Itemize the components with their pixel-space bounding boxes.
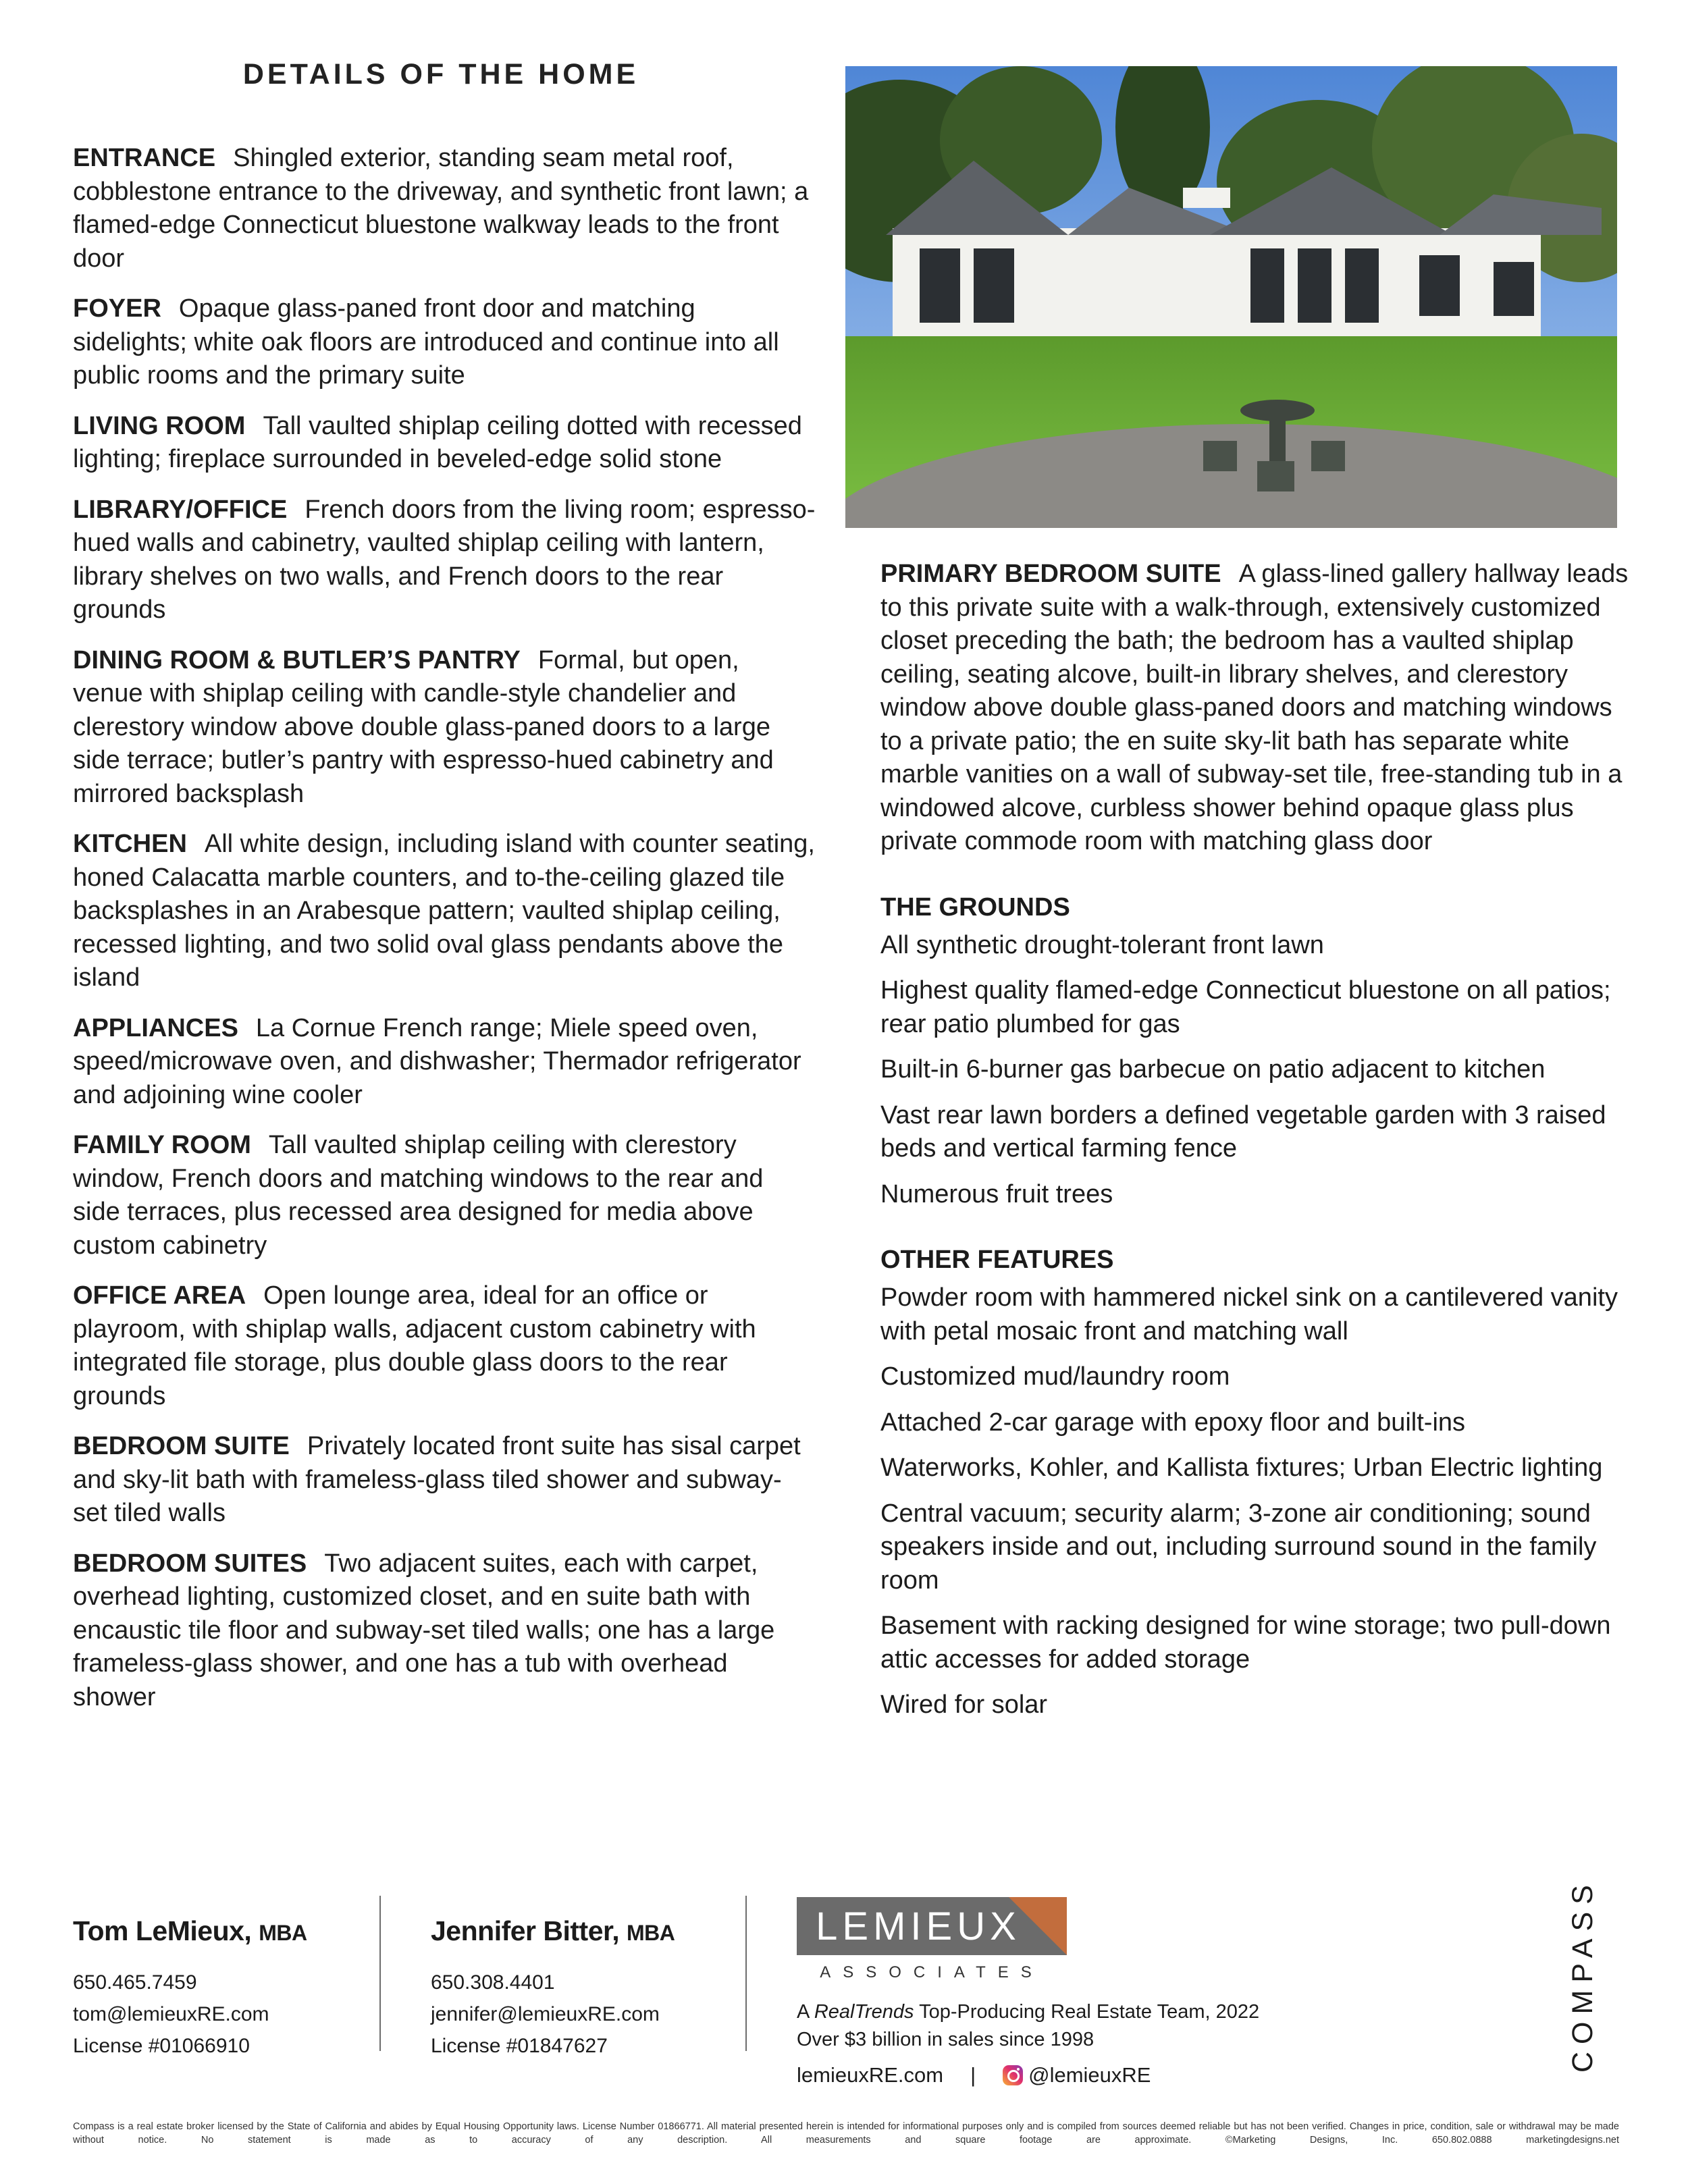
section-heading: ENTRANCE <box>73 144 216 172</box>
feature-item: Powder room with hammered nickel sink on a cantilevered vanity with petal mosaic front and matching wall <box>880 1283 1618 1346</box>
section-heading: APPLIANCES <box>73 1013 238 1042</box>
tagline-prefix: A <box>797 2001 814 2023</box>
section-foyer <box>73 292 816 393</box>
section-body: Two adjacent suites, each with carpet, overhead lighting, customized closet, and en suite bath with encaustic tile floor and subway-set tiled walls; one has a large frameless-glass shower, and one has a tub with overhead shower <box>73 1549 775 1711</box>
agent-name-text: Jennifer Bitter, <box>431 1915 620 1946</box>
section-living-room <box>73 410 816 477</box>
section-library-office <box>73 494 816 627</box>
grounds-item: All synthetic drought-tolerant front lawn <box>880 930 1324 959</box>
section-heading: PRIMARY BEDROOM SUITE <box>880 560 1221 588</box>
legal-disclaimer: Compass is a real estate broker licensed by the State of California and abides by Equal Housing Opportunity laws. License Number 01866771. All material presented herein is intended for informational purposes only and is compiled from sources deemed reliable but has not been verified. Changes in price, condition, sale or withdrawal may be made without notice. No statement is made as to accuracy of any description. All measurements and square footage are approximate. ©Marketing Designs, Inc. 650.802.0888 marketingdesigns.net <box>73 2121 1619 2146</box>
section-heading: FOYER <box>73 294 161 323</box>
logo-accent <box>1009 1897 1067 1955</box>
instagram-handle[interactable]: @lemieuxRE <box>1028 2063 1151 2087</box>
feature-item: Customized mud/laundry room <box>880 1362 1230 1391</box>
agent-credential: MBA <box>627 1921 675 1945</box>
section-body: La Cornue French range; Miele speed oven, speed/microwave oven, and dishwasher; Thermador refrigerator and adjoining wine cooler <box>73 1013 801 1109</box>
section-body: A glass-lined gallery hallway leads to this private suite with a walk-through, extensively customized closet preceding the bath; the bedroom has a vaulted shiplap ceiling, seating alcove, built-in library shelves, and clerestory window above double glass-paned doors and matching windows to a private patio; the en suite sky-lit bath has separate white marble vanities on a wall of subway-set tile, free-standing tub in a windowed alcove, curbless shower behind opaque glass plus private commode room with matching glass door <box>880 560 1629 855</box>
house-photo-illustration <box>845 66 1617 528</box>
section-heading: LIBRARY/OFFICE <box>73 495 288 524</box>
section-body: All white design, including island with counter seating, honed Calacatta marble counters, and to-the-ceiling glazed tile backsplashes in an Arabesque pattern; vaulted shiplap ceiling, recessed lighting, and two solid oval glass pendants above the island <box>73 830 815 992</box>
section-heading: BEDROOM SUITE <box>73 1432 290 1460</box>
agent-license: License #01847627 <box>431 2035 608 2057</box>
section-bedroom-suites <box>73 1547 816 1715</box>
lemieux-logo <box>797 1897 1067 1955</box>
left-column <box>73 142 816 1731</box>
section-body: Opaque glass-paned front door and matching sidelights; white oak floors are introduced and continue into all public rooms and the primary suite <box>73 294 779 390</box>
section-primary-suite <box>880 558 1630 859</box>
section-heading: OFFICE AREA <box>73 1281 246 1310</box>
grounds-heading: THE GROUNDS <box>880 893 1070 922</box>
section-body: French doors from the living room; espresso-hued walls and cabinetry, vaulted shiplap ceiling with lantern, library shelves on two walls, and French doors to the rear grounds <box>73 495 816 624</box>
tagline-rest: Top-Producing Real Estate Team, 2022 <box>914 2001 1260 2023</box>
page-title: DETAILS OF THE HOME <box>242 58 639 90</box>
section-body: Formal, but open, venue with shiplap ceiling with candle-style chandelier and clerestory window above double glass-paned doors to a large side terrace; butler’s pantry with espresso-hued cabinetry and mirrored backsplash <box>73 645 774 808</box>
section-heading: LIVING ROOM <box>73 411 246 440</box>
section-kitchen <box>73 828 816 995</box>
agent-email[interactable]: tom@lemieuxRE.com <box>73 2003 269 2025</box>
agent-card-tom <box>73 1912 384 2062</box>
agent-phone[interactable]: 650.465.7459 <box>73 1971 197 1994</box>
section-dining-room <box>73 644 816 811</box>
section-heading: DINING ROOM & BUTLER’S PANTRY <box>73 645 521 674</box>
section-body: Shingled exterior, standing seam metal roof, cobblestone entrance to the driveway, and synthetic front lawn; a flamed-edge Connecticut bluestone walkway leads to the front door <box>73 144 809 273</box>
grounds-item: Numerous fruit trees <box>880 1179 1113 1208</box>
agent-name <box>431 1912 741 1952</box>
section-body: Open lounge area, ideal for an office or playroom, with shiplap walls, adjacent custom cabinetry with integrated file storage, plus double glass doors to the rear grounds <box>73 1281 756 1410</box>
feature-item: Basement with racking designed for wine storage; two pull-down attic accesses for added storage <box>880 1612 1611 1674</box>
link-separator: | <box>970 2063 976 2087</box>
section-appliances <box>73 1012 816 1113</box>
section-family-room <box>73 1129 816 1262</box>
section-heading: BEDROOM SUITES <box>73 1549 307 1578</box>
agent-credential: MBA <box>259 1921 307 1945</box>
grounds-item: Highest quality flamed-edge Connecticut bluestone on all patios; rear patio plumbed for gas <box>880 976 1611 1038</box>
instagram-icon[interactable] <box>1003 2065 1023 2085</box>
feature-item: Attached 2-car garage with epoxy floor and built-ins <box>880 1408 1466 1437</box>
agent-license: License #01066910 <box>73 2035 250 2057</box>
website-link[interactable]: lemieuxRE.com <box>797 2063 944 2087</box>
feature-item: Waterworks, Kohler, and Kallista fixtures; Urban Electric lighting <box>880 1454 1603 1482</box>
section-body: Tall vaulted shiplap ceiling with clerestory window, French doors and matching windows to the rear and side terraces, plus recessed area designed for media above custom cabinetry <box>73 1131 764 1260</box>
section-bedroom-suite <box>73 1430 816 1530</box>
right-column <box>880 558 1630 1734</box>
section-office-area <box>73 1279 816 1413</box>
section-body: Tall vaulted shiplap ceiling dotted with recessed lighting; fireplace surrounded in beveled-edge solid stone <box>73 411 802 473</box>
tagline-italic: RealTrends <box>814 2001 914 2023</box>
agent-email[interactable]: jennifer@lemieuxRE.com <box>431 2003 660 2025</box>
tagline-line2: Over $3 billion in sales since 1998 <box>797 2029 1094 2050</box>
section-heading: KITCHEN <box>73 830 187 858</box>
section-heading: FAMILY ROOM <box>73 1131 251 1159</box>
footer-divider <box>379 1896 381 2051</box>
brand-tagline <box>797 1998 1259 2054</box>
section-body: Privately located front suite has sisal carpet and sky-lit bath with frameless-glass tiled shower and subway-set tiled walls <box>73 1432 801 1527</box>
section-entrance <box>73 142 816 275</box>
brand-links <box>797 2063 1151 2087</box>
agent-name-text: Tom LeMieux, <box>73 1915 252 1946</box>
feature-item: Central vacuum; security alarm; 3-zone air conditioning; sound speakers inside and out, including surround sound in the family room <box>880 1499 1597 1595</box>
house-photo <box>845 66 1617 528</box>
logo-subtitle: ASSOCIATES <box>820 1963 1044 1981</box>
grounds-item: Built-in 6-burner gas barbecue on patio adjacent to kitchen <box>880 1055 1546 1084</box>
compass-logo: COMPASS <box>1566 1877 1599 2073</box>
other-features-heading: OTHER FEATURES <box>880 1246 1114 1274</box>
agent-phone[interactable]: 650.308.4401 <box>431 1971 555 1994</box>
agent-name <box>73 1912 384 1952</box>
feature-item: Wired for solar <box>880 1690 1048 1719</box>
logo-text: LEMIEUX <box>816 1905 1021 1948</box>
grounds-item: Vast rear lawn borders a defined vegetable garden with 3 raised beds and vertical farming fence <box>880 1100 1606 1163</box>
agent-card-jennifer <box>431 1912 741 2062</box>
footer-divider <box>745 1896 747 2051</box>
